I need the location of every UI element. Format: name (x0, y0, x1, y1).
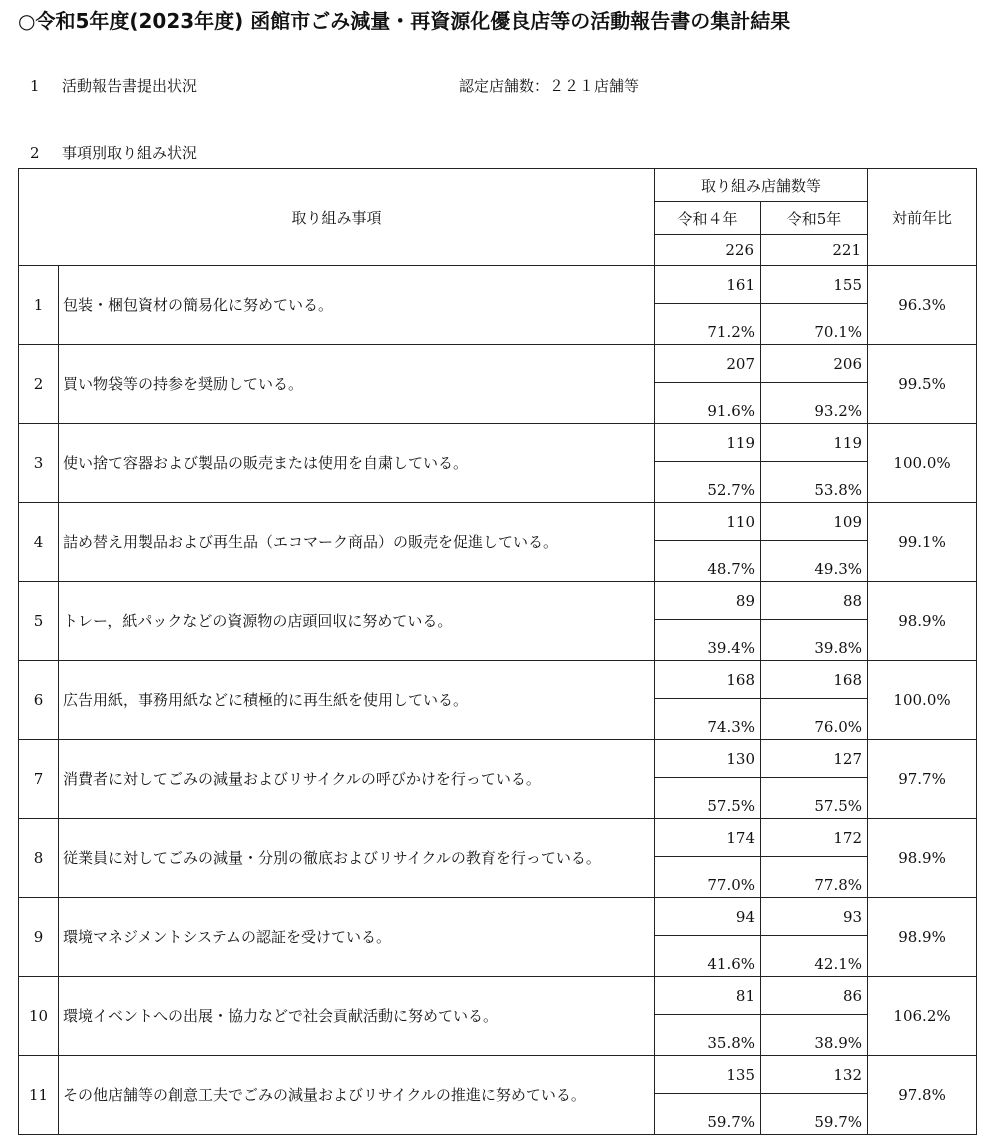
percent-curr: 49.3% (761, 541, 868, 582)
count-curr: 127 (761, 740, 868, 778)
section-1-label: 活動報告書提出状況 (62, 77, 198, 95)
percent-curr: 39.8% (761, 620, 868, 661)
item-text: 買い物袋等の持参を奨励している。 (59, 345, 655, 424)
count-prev: 89 (655, 582, 761, 620)
year-over-year-ratio: 106.2% (868, 977, 977, 1056)
year-over-year-ratio: 98.9% (868, 898, 977, 977)
table-row (19, 740, 977, 778)
count-curr: 168 (761, 661, 868, 699)
item-number: 3 (19, 424, 59, 503)
percent-prev: 77.0% (655, 857, 761, 898)
year-over-year-ratio: 98.9% (868, 819, 977, 898)
year-over-year-ratio: 97.7% (868, 740, 977, 819)
item-number: 2 (19, 345, 59, 424)
page-title: ○令和5年度(2023年度) 函館市ごみ減量・再資源化優良店等の活動報告書の集計結果 (18, 9, 791, 33)
percent-prev: 35.8% (655, 1015, 761, 1056)
activity-table (18, 168, 977, 1135)
item-number: 1 (19, 266, 59, 345)
percent-curr: 93.2% (761, 383, 868, 424)
count-curr: 132 (761, 1056, 868, 1094)
table-row (19, 898, 977, 936)
item-number: 5 (19, 582, 59, 661)
percent-prev: 74.3% (655, 699, 761, 740)
section-2-heading (30, 143, 197, 163)
year-over-year-ratio: 100.0% (868, 424, 977, 503)
ratio-column-header: 対前年比 (868, 169, 977, 266)
section-1-number: 1 (30, 77, 40, 95)
item-number: 11 (19, 1056, 59, 1135)
percent-prev: 41.6% (655, 936, 761, 977)
count-curr: 155 (761, 266, 868, 304)
percent-prev: 59.7% (655, 1094, 761, 1135)
count-prev: 135 (655, 1056, 761, 1094)
percent-curr: 42.1% (761, 936, 868, 977)
item-number: 7 (19, 740, 59, 819)
year-over-year-ratio: 100.0% (868, 661, 977, 740)
count-prev: 207 (655, 345, 761, 383)
item-text: 包装・梱包資材の簡易化に努めている。 (59, 266, 655, 345)
item-text: 使い捨て容器および製品の販売または使用を自粛している。 (59, 424, 655, 503)
table-row (19, 1056, 977, 1094)
count-prev: 119 (655, 424, 761, 462)
count-prev: 81 (655, 977, 761, 1015)
percent-curr: 59.7% (761, 1094, 868, 1135)
percent-prev: 71.2% (655, 304, 761, 345)
count-prev: 168 (655, 661, 761, 699)
year-prev-header: 令和４年 (655, 202, 761, 235)
year-over-year-ratio: 98.9% (868, 582, 977, 661)
percent-prev: 52.7% (655, 462, 761, 503)
count-prev: 110 (655, 503, 761, 541)
year-over-year-ratio: 99.1% (868, 503, 977, 582)
count-curr: 109 (761, 503, 868, 541)
item-number: 8 (19, 819, 59, 898)
item-text: その他店舗等の創意工夫でごみの減量およびリサイクルの推進に努めている。 (59, 1056, 655, 1135)
percent-curr: 38.9% (761, 1015, 868, 1056)
year-over-year-ratio: 96.3% (868, 266, 977, 345)
percent-prev: 91.6% (655, 383, 761, 424)
section-2-label: 事項別取り組み状況 (62, 144, 198, 162)
percent-prev: 48.7% (655, 541, 761, 582)
count-curr: 172 (761, 819, 868, 857)
percent-curr: 76.0% (761, 699, 868, 740)
table-row (19, 266, 977, 304)
item-column-header: 取り組み事項 (19, 169, 655, 266)
item-text: トレー，紙パックなどの資源物の店頭回収に努めている。 (59, 582, 655, 661)
percent-prev: 57.5% (655, 778, 761, 819)
table-row (19, 977, 977, 1015)
section-2-number: 2 (30, 144, 40, 162)
item-number: 10 (19, 977, 59, 1056)
table-row (19, 345, 977, 383)
percent-curr: 57.5% (761, 778, 868, 819)
certified-store-count: 認定店舗数：２２１店舗等 (459, 77, 640, 95)
count-prev: 94 (655, 898, 761, 936)
percent-curr: 77.8% (761, 857, 868, 898)
year-over-year-ratio: 99.5% (868, 345, 977, 424)
section-1-heading (30, 76, 197, 96)
item-text: 従業員に対してごみの減量・分別の徹底およびリサイクルの教育を行っている。 (59, 819, 655, 898)
item-text: 消費者に対してごみの減量およびリサイクルの呼びかけを行っている。 (59, 740, 655, 819)
percent-prev: 39.4% (655, 620, 761, 661)
count-prev: 161 (655, 266, 761, 304)
item-number: 4 (19, 503, 59, 582)
table-row (19, 424, 977, 462)
table-row (19, 582, 977, 620)
item-number: 9 (19, 898, 59, 977)
count-curr: 93 (761, 898, 868, 936)
item-text: 環境イベントへの出展・協力などで社会貢献活動に努めている。 (59, 977, 655, 1056)
total-prev: 226 (655, 235, 761, 266)
count-prev: 174 (655, 819, 761, 857)
year-curr-header: 令和5年 (761, 202, 868, 235)
table-row (19, 819, 977, 857)
count-curr: 206 (761, 345, 868, 383)
item-number: 6 (19, 661, 59, 740)
percent-curr: 70.1% (761, 304, 868, 345)
item-text: 広告用紙，事務用紙などに積極的に再生紙を使用している。 (59, 661, 655, 740)
year-over-year-ratio: 97.8% (868, 1056, 977, 1135)
count-prev: 130 (655, 740, 761, 778)
item-text: 環境マネジメントシステムの認証を受けている。 (59, 898, 655, 977)
total-curr: 221 (761, 235, 868, 266)
store-count-group-header: 取り組み店舗数等 (655, 169, 868, 202)
count-curr: 86 (761, 977, 868, 1015)
header-row-1 (19, 169, 977, 202)
percent-curr: 53.8% (761, 462, 868, 503)
count-curr: 119 (761, 424, 868, 462)
item-text: 詰め替え用製品および再生品（エコマーク商品）の販売を促進している。 (59, 503, 655, 582)
count-curr: 88 (761, 582, 868, 620)
table-row (19, 503, 977, 541)
table-row (19, 661, 977, 699)
